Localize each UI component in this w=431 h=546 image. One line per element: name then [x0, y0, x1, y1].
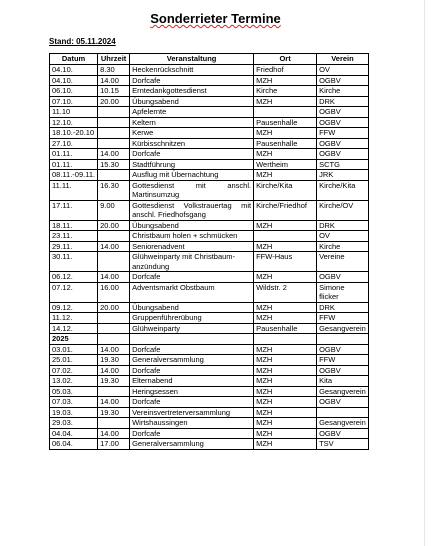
- cell-date: 25.01.: [50, 355, 98, 366]
- cell-club: Kirche: [317, 241, 369, 252]
- table-row: [50, 117, 369, 128]
- cell-event: Übungsabend: [130, 302, 254, 313]
- cell-place: MZH: [254, 96, 317, 107]
- cell-time: 20.00: [98, 220, 130, 231]
- cell-place: MZH: [254, 397, 317, 408]
- cell-time: 14.00: [98, 75, 130, 86]
- cell-event: Glühweinparty mit Christbaum-anzündung: [130, 252, 254, 272]
- cell-date: 29.11.: [50, 241, 98, 252]
- table-row: [50, 65, 369, 76]
- cell-date: 05.03.: [50, 386, 98, 397]
- cell-date: 06.04.: [50, 439, 98, 450]
- cell-event: Gottesdienst Volkstrauertag mit anschl. Friedhofsgang: [130, 200, 254, 220]
- empty-cell: [130, 334, 254, 345]
- cell-place: Kirche/Kita: [254, 180, 317, 200]
- cell-time: 10.15: [98, 86, 130, 97]
- cell-time: 14.00: [98, 365, 130, 376]
- cell-event: Dorfcafe: [130, 75, 254, 86]
- cell-date: 07.10.: [50, 96, 98, 107]
- table-row: [50, 200, 369, 220]
- cell-place: MZH: [254, 428, 317, 439]
- cell-event: Heringsessen: [130, 386, 254, 397]
- cell-time: [98, 170, 130, 181]
- empty-cell: [98, 334, 130, 345]
- cell-date: 06.10.: [50, 86, 98, 97]
- table-row: [50, 418, 369, 429]
- cell-event: Stadtführung: [130, 159, 254, 170]
- cell-club: SCTG: [317, 159, 369, 170]
- table-row: [50, 138, 369, 149]
- table-row: [50, 86, 369, 97]
- table-row: [50, 272, 369, 283]
- year-label: 2025: [50, 334, 98, 345]
- cell-event: Ausflug mit Übernachtung: [130, 170, 254, 181]
- cell-club: OGBV: [317, 365, 369, 376]
- table-row: [50, 159, 369, 170]
- cell-club: Gesangverein: [317, 323, 369, 334]
- cell-time: 15.30: [98, 159, 130, 170]
- table-row: [50, 439, 369, 450]
- stand-date: Stand: 05.11.2024: [49, 37, 116, 46]
- cell-club: Kirche/Kita: [317, 180, 369, 200]
- cell-date: 04.04.: [50, 428, 98, 439]
- cell-event: Dorfcafe: [130, 272, 254, 283]
- cell-date: 09.12.: [50, 302, 98, 313]
- header-place: Ort: [254, 54, 317, 65]
- cell-date: 07.03.: [50, 397, 98, 408]
- cell-place: MZH: [254, 149, 317, 160]
- cell-club: OGBV: [317, 397, 369, 408]
- empty-cell: [317, 334, 369, 345]
- cell-date: 06.12.: [50, 272, 98, 283]
- table-row: [50, 107, 369, 118]
- table-row: [50, 376, 369, 387]
- cell-place: [254, 107, 317, 118]
- cell-club: OGBV: [317, 344, 369, 355]
- cell-time: 19.30: [98, 376, 130, 387]
- header-club: Verein: [317, 54, 369, 65]
- cell-event: Dorfcafe: [130, 397, 254, 408]
- cell-place: MZH: [254, 302, 317, 313]
- cell-event: Dorfcafe: [130, 149, 254, 160]
- table-row: [50, 428, 369, 439]
- cell-place: Pausenhalle: [254, 323, 317, 334]
- cell-place: Wertheim: [254, 159, 317, 170]
- table-row: [50, 252, 369, 272]
- cell-date: 08.11.-09.11.: [50, 170, 98, 181]
- cell-time: [98, 128, 130, 139]
- cell-club: [317, 407, 369, 418]
- cell-club: FFW: [317, 355, 369, 366]
- cell-time: [98, 252, 130, 272]
- cell-event: Seniorenadvent: [130, 241, 254, 252]
- cell-event: Kürbisschnitzen: [130, 138, 254, 149]
- cell-club: Kita: [317, 376, 369, 387]
- cell-time: 9.00: [98, 200, 130, 220]
- cell-time: 17.00: [98, 439, 130, 450]
- table-row: [50, 180, 369, 200]
- cell-event: Dorfcafe: [130, 365, 254, 376]
- cell-place: Kirche/Friedhof: [254, 200, 317, 220]
- cell-date: 18.10.-20.10: [50, 128, 98, 139]
- header-event: Veranstaltung: [130, 54, 254, 65]
- table-row: [50, 128, 369, 139]
- cell-club: Gesangverein: [317, 386, 369, 397]
- cell-event: Elternabend: [130, 376, 254, 387]
- cell-date: 17.11.: [50, 200, 98, 220]
- cell-time: 14.00: [98, 344, 130, 355]
- cell-club: DRK: [317, 96, 369, 107]
- cell-place: MZH: [254, 272, 317, 283]
- cell-event: Generalversammlung: [130, 355, 254, 366]
- cell-place: Pausenhalle: [254, 138, 317, 149]
- cell-event: Gruppenführerübung: [130, 313, 254, 324]
- cell-time: [98, 138, 130, 149]
- table-row: [50, 220, 369, 231]
- empty-cell: [254, 334, 317, 345]
- cell-time: 14.00: [98, 149, 130, 160]
- cell-club: OGBV: [317, 75, 369, 86]
- table-row: [50, 149, 369, 160]
- table-row: [50, 386, 369, 397]
- cell-event: Christbaum holen + schmücken: [130, 231, 254, 242]
- table-row: [50, 231, 369, 242]
- cell-date: 27.10.: [50, 138, 98, 149]
- cell-date: 11.11.: [50, 180, 98, 200]
- cell-place: MZH: [254, 418, 317, 429]
- cell-event: Erntedankgottesdienst: [130, 86, 254, 97]
- cell-event: Dorfcafe: [130, 428, 254, 439]
- cell-place: MZH: [254, 344, 317, 355]
- cell-event: Vereinsvertreterversammlung: [130, 407, 254, 418]
- cell-date: 04.10.: [50, 75, 98, 86]
- cell-date: 07.02.: [50, 365, 98, 376]
- cell-time: [98, 323, 130, 334]
- year-row: [50, 334, 369, 345]
- cell-place: MZH: [254, 75, 317, 86]
- cell-date: 07.12.: [50, 282, 98, 302]
- cell-club: Vereine: [317, 252, 369, 272]
- cell-date: 11.10: [50, 107, 98, 118]
- page-edge: [424, 0, 425, 546]
- cell-date: 01.11.: [50, 149, 98, 160]
- cell-date: 11.12.: [50, 313, 98, 324]
- table-row: [50, 241, 369, 252]
- cell-club: JRK: [317, 170, 369, 181]
- table-header-row: [50, 54, 369, 65]
- cell-event: Heckenrückschnitt: [130, 65, 254, 76]
- cell-place: MZH: [254, 439, 317, 450]
- cell-event: Übungsabend: [130, 220, 254, 231]
- cell-place: MZH: [254, 355, 317, 366]
- table-row: [50, 170, 369, 181]
- cell-time: 19.30: [98, 355, 130, 366]
- cell-club: OV: [317, 231, 369, 242]
- cell-place: Wildstr. 2: [254, 282, 317, 302]
- cell-time: 14.00: [98, 272, 130, 283]
- cell-event: Keltern: [130, 117, 254, 128]
- cell-club: Gesangverein: [317, 418, 369, 429]
- cell-event: Gottesdienst mit anschl. Martinsumzug: [130, 180, 254, 200]
- cell-place: MZH: [254, 386, 317, 397]
- cell-club: Kirche/OV: [317, 200, 369, 220]
- cell-place: Kirche: [254, 86, 317, 97]
- cell-date: 14.12.: [50, 323, 98, 334]
- cell-place: MZH: [254, 365, 317, 376]
- cell-club: OGBV: [317, 149, 369, 160]
- header-time: Uhrzeit: [98, 54, 130, 65]
- cell-event: Übungsabend: [130, 96, 254, 107]
- cell-club: FFW: [317, 313, 369, 324]
- cell-time: 8.30: [98, 65, 130, 76]
- cell-time: 16.00: [98, 282, 130, 302]
- cell-date: 04.10.: [50, 65, 98, 76]
- cell-place: MZH: [254, 170, 317, 181]
- cell-club: DRK: [317, 302, 369, 313]
- table-row: [50, 75, 369, 86]
- table-row: [50, 313, 369, 324]
- cell-club: DRK: [317, 220, 369, 231]
- cell-place: MZH: [254, 220, 317, 231]
- cell-date: 29.03.: [50, 418, 98, 429]
- cell-club: OGBV: [317, 272, 369, 283]
- cell-time: 14.00: [98, 428, 130, 439]
- cell-place: Pausenhalle: [254, 117, 317, 128]
- cell-club: OGBV: [317, 138, 369, 149]
- cell-time: [98, 313, 130, 324]
- cell-date: 23.11.: [50, 231, 98, 242]
- cell-event: Adventsmarkt Obstbaum: [130, 282, 254, 302]
- cell-time: [98, 386, 130, 397]
- cell-date: 01.11.: [50, 159, 98, 170]
- cell-place: [254, 231, 317, 242]
- cell-event: Apfelernte: [130, 107, 254, 118]
- cell-date: 18.11.: [50, 220, 98, 231]
- cell-time: 19.30: [98, 407, 130, 418]
- cell-time: 16.30: [98, 180, 130, 200]
- cell-place: MZH: [254, 313, 317, 324]
- cell-date: 03.01.: [50, 344, 98, 355]
- cell-club: FFW: [317, 128, 369, 139]
- table-body: [50, 65, 369, 450]
- document-title: Sonderrieter Termine: [150, 11, 281, 26]
- table-row: [50, 355, 369, 366]
- cell-place: MZH: [254, 407, 317, 418]
- cell-time: [98, 107, 130, 118]
- table-row: [50, 323, 369, 334]
- table-row: [50, 365, 369, 376]
- table-row: [50, 344, 369, 355]
- table-row: [50, 397, 369, 408]
- cell-club: Kirche: [317, 86, 369, 97]
- cell-place: MZH: [254, 376, 317, 387]
- cell-event: Kerwe: [130, 128, 254, 139]
- header-date: Datum: [50, 54, 98, 65]
- cell-event: Dorfcafe: [130, 344, 254, 355]
- cell-event: Glühweinparty: [130, 323, 254, 334]
- cell-club: TSV: [317, 439, 369, 450]
- cell-time: 14.00: [98, 241, 130, 252]
- cell-place: MZH: [254, 128, 317, 139]
- cell-place: MZH: [254, 241, 317, 252]
- table-row: [50, 282, 369, 302]
- cell-time: 14.00: [98, 397, 130, 408]
- cell-time: [98, 231, 130, 242]
- cell-date: 13.02.: [50, 376, 98, 387]
- cell-date: 12.10.: [50, 117, 98, 128]
- cell-place: FFW-Haus: [254, 252, 317, 272]
- cell-club: OGBV: [317, 428, 369, 439]
- table-row: [50, 407, 369, 418]
- table-row: [50, 302, 369, 313]
- cell-club: OGBV: [317, 117, 369, 128]
- cell-date: 19.03.: [50, 407, 98, 418]
- cell-club: Simone flicker: [317, 282, 369, 302]
- cell-time: 20.00: [98, 302, 130, 313]
- cell-event: Generalversammlung: [130, 439, 254, 450]
- cell-club: OV: [317, 65, 369, 76]
- events-table: [49, 53, 369, 450]
- cell-time: [98, 117, 130, 128]
- cell-event: Wirtshaussingen: [130, 418, 254, 429]
- cell-club: OGBV: [317, 107, 369, 118]
- cell-time: 20.00: [98, 96, 130, 107]
- cell-time: [98, 418, 130, 429]
- cell-place: Friedhof: [254, 65, 317, 76]
- cell-date: 30.11.: [50, 252, 98, 272]
- table-row: [50, 96, 369, 107]
